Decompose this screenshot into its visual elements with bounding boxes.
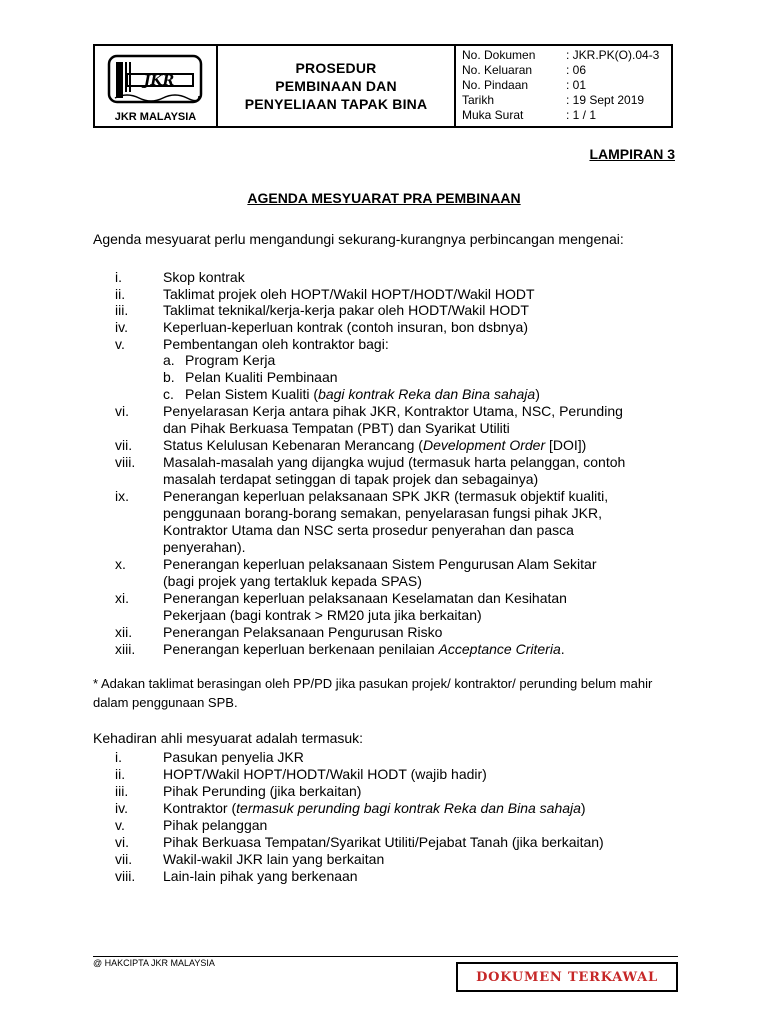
numeral: ix.: [115, 488, 129, 504]
numeral: vi.: [115, 403, 129, 419]
item-text: Lain-lain pihak yang berkenaan: [163, 868, 358, 884]
text-part: .: [560, 641, 565, 657]
item-text: Pembentangan oleh kontraktor bagi:: [163, 336, 389, 352]
numeral: i.: [115, 269, 122, 285]
item-text: Pihak pelanggan: [163, 817, 268, 833]
item-text: Penerangan Pelaksanaan Pengurusan Risko: [163, 624, 443, 640]
logo-cell: [95, 46, 218, 126]
italic-text: Acceptance Criteria: [438, 641, 561, 657]
item-text: Penerangan keperluan pelaksanaan SPK JKR (termasuk objektif kualiti,: [163, 488, 609, 504]
stamp-text: DOKUMEN TERKAWAL: [476, 969, 658, 985]
meta-value: : 06: [566, 63, 587, 77]
document-header: [93, 44, 673, 128]
item-text: Masalah-masalah yang dijangka wujud (termasuk harta pelanggan, contoh: [163, 454, 626, 470]
item-text: Wakil-wakil JKR lain yang berkaitan: [163, 851, 385, 867]
agenda-title: AGENDA MESYUARAT PRA PEMBINAAN: [247, 190, 521, 206]
item-text: Penyelarasan Kerja antara pihak JKR, Kontraktor Utama, NSC, Perunding: [163, 403, 623, 419]
item-text: [163, 641, 683, 658]
meta-key: No. Dokumen: [462, 48, 536, 62]
italic-text: bagi kontrak Reka dan Bina sahaja: [318, 386, 536, 402]
item-text: Pekerjaan (bagi kontrak > RM20 juta jika berkaitan): [163, 607, 482, 623]
meta-row: [462, 108, 671, 123]
numeral: xiii.: [115, 641, 136, 657]
jkr-logo-icon: [107, 54, 203, 106]
meta-key: Tarikh: [462, 93, 495, 107]
attendance-intro: Kehadiran ahli mesyuarat adalah termasuk:: [93, 730, 364, 746]
text-part: ): [580, 800, 586, 816]
item-text: Taklimat teknikal/kerja-kerja pakar oleh HODT/Wakil HODT: [163, 302, 529, 318]
item-text: Pihak Perunding (jika berkaitan): [163, 783, 362, 799]
numeral: viii.: [115, 454, 136, 470]
numeral: iv.: [115, 319, 128, 335]
item-text: Keperluan-keperluan kontrak (contoh insuran, bon dsbnya): [163, 319, 529, 335]
numeral: xii.: [115, 624, 133, 640]
item-text: Pelan Kualiti Pembinaan: [185, 369, 338, 385]
text-part: ): [535, 386, 540, 402]
item-text: penyerahan).: [163, 539, 246, 555]
svg-text:JKR: JKR: [143, 73, 175, 89]
item-text: Program Kerja: [185, 352, 276, 368]
numeral: b.: [163, 369, 175, 385]
appendix-label: LAMPIRAN 3: [589, 146, 675, 162]
numeral: a.: [163, 352, 175, 368]
numeral: i.: [115, 749, 122, 765]
item-text: [163, 800, 683, 817]
org-caption: JKR MALAYSIA: [114, 111, 197, 123]
footnote: * Adakan taklimat berasingan oleh PP/PD jika pasukan projek/ kontraktor/ perunding belum mahir dalam penggunaan SPB.: [93, 676, 653, 710]
numeral: iii.: [115, 783, 129, 799]
footer-divider: [93, 956, 678, 957]
meta-row: [462, 63, 671, 78]
meta-key: No. Pindaan: [462, 78, 529, 92]
title-line: PENYELIAAN TAPAK BINA: [244, 96, 428, 112]
meta-key: No. Keluaran: [462, 63, 533, 77]
meta-row: [462, 78, 671, 93]
text-part: [DOI]): [545, 437, 587, 453]
numeral: vii.: [115, 851, 133, 867]
item-text: Penerangan keperluan pelaksanaan Sistem Pengurusan Alam Sekitar: [163, 556, 597, 572]
numeral: iii.: [115, 302, 129, 318]
intro-paragraph: Agenda mesyuarat perlu mengandungi sekurang-kurangnya perbincangan mengenai:: [93, 231, 624, 247]
meta-row: [462, 93, 671, 108]
italic-text: termasuk perunding bagi kontrak Reka dan Bina sahaja: [236, 800, 581, 816]
item-text: Kontraktor Utama dan NSC serta prosedur penyerahan dan pasca: [163, 522, 574, 538]
item-text: Skop kontrak: [163, 269, 245, 285]
numeral: ii.: [115, 766, 126, 782]
meta-value: : 19 Sept 2019: [566, 93, 645, 107]
numeral: v.: [115, 336, 125, 352]
item-text: Penerangan keperluan pelaksanaan Keselamatan dan Kesihatan: [163, 590, 567, 606]
numeral: iv.: [115, 800, 128, 816]
text-part: Penerangan keperluan berkenaan penilaian: [163, 641, 439, 657]
numeral: vi.: [115, 834, 129, 850]
item-text: penggunaan borang-borang semakan, penyelarasan fungsi pihak JKR,: [163, 505, 602, 521]
meta-key: Muka Surat: [462, 108, 524, 122]
numeral: ii.: [115, 286, 126, 302]
document-meta: [456, 46, 671, 126]
item-text: HOPT/Wakil HOPT/HODT/Wakil HODT (wajib hadir): [163, 766, 487, 782]
item-text: [185, 386, 683, 403]
meta-value: : 01: [566, 78, 587, 92]
procedure-title: [218, 46, 456, 126]
meta-value: : 1 / 1: [566, 108, 597, 122]
item-text: [163, 437, 683, 454]
title-line: PROSEDUR: [295, 60, 377, 76]
numeral: xi.: [115, 590, 129, 606]
numeral: viii.: [115, 868, 136, 884]
numeral: vii.: [115, 437, 133, 453]
numeral: v.: [115, 817, 125, 833]
item-text: dan Pihak Berkuasa Tempatan (PBT) dan Syarikat Utiliti: [163, 420, 510, 436]
text-part: Pelan Sistem Kualiti (: [185, 386, 319, 402]
item-text: masalah terdapat setinggan di tapak projek dan sebagainya): [163, 471, 539, 487]
meta-value: : JKR.PK(O).04-3: [566, 48, 660, 62]
numeral: x.: [115, 556, 126, 572]
text-part: Status Kelulusan Kebenaran Merancang (: [163, 437, 423, 453]
meta-row: [462, 48, 671, 63]
numeral: c.: [163, 386, 174, 402]
controlled-document-stamp: [456, 962, 678, 992]
italic-text: Development Order: [422, 437, 546, 453]
item-text: (bagi projek yang tertakluk kepada SPAS): [163, 573, 422, 589]
copyright-notice: @ HAKCIPTA JKR MALAYSIA: [93, 958, 215, 968]
title-line: PEMBINAAN DAN: [275, 78, 397, 94]
text-part: Kontraktor (: [163, 800, 237, 816]
item-text: Pihak Berkuasa Tempatan/Syarikat Utiliti/Pejabat Tanah (jika berkaitan): [163, 834, 604, 850]
item-text: Taklimat projek oleh HOPT/Wakil HOPT/HODT/Wakil HODT: [163, 286, 535, 302]
item-text: Pasukan penyelia JKR: [163, 749, 304, 765]
